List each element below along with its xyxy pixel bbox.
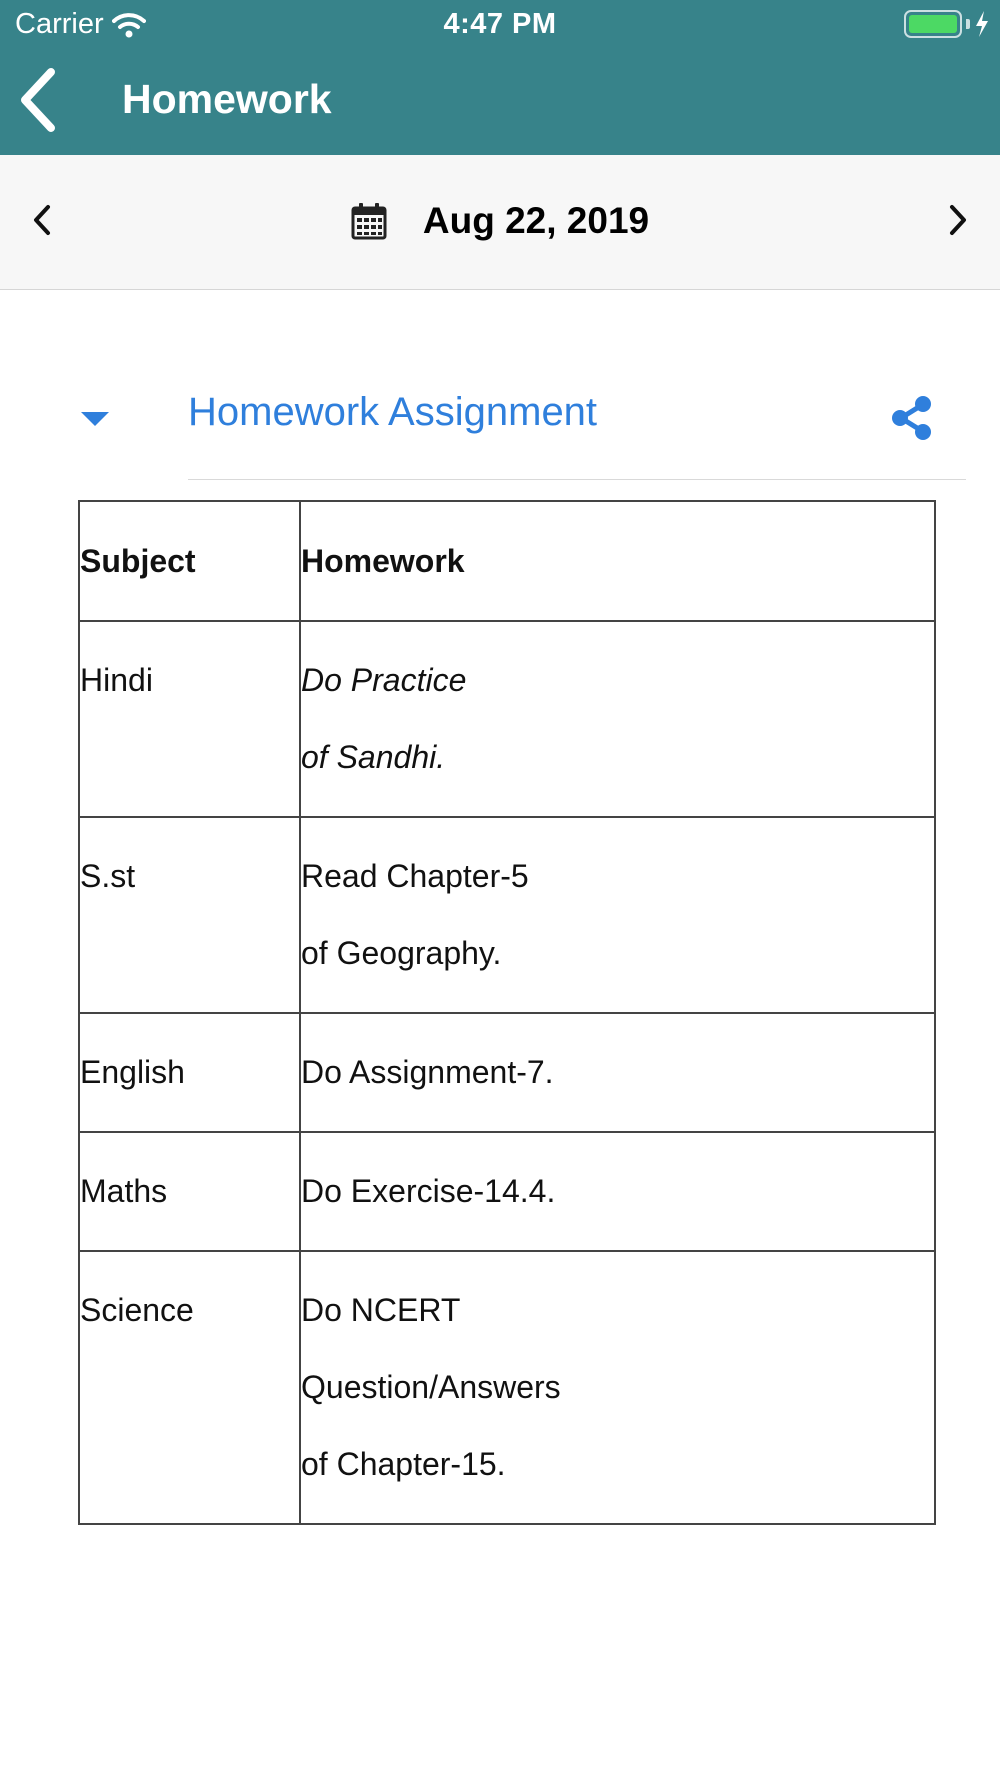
subject-cell: S.st xyxy=(79,817,300,1013)
status-time: 4:47 PM xyxy=(443,8,557,40)
homework-line: Do NCERT xyxy=(301,1292,461,1328)
selected-date: Aug 22, 2019 xyxy=(422,200,650,241)
subject-cell: Hindi xyxy=(79,621,300,817)
column-header-subject: Subject xyxy=(79,501,300,621)
carrier-label: Carrier xyxy=(15,8,104,40)
battery-fill xyxy=(909,15,957,33)
battery-icon xyxy=(904,10,962,38)
table-row xyxy=(79,817,935,1013)
homework-line: Read Chapter-5 xyxy=(301,858,529,894)
homework-cell xyxy=(300,1013,935,1132)
homework-line: of Geography. xyxy=(301,935,502,971)
charging-bolt-icon xyxy=(974,10,990,38)
battery xyxy=(904,10,990,38)
homework-cell xyxy=(300,1251,935,1524)
calendar-icon xyxy=(351,202,387,240)
homework-table xyxy=(78,500,936,1525)
homework-section-header[interactable] xyxy=(0,360,1000,480)
next-date-button[interactable] xyxy=(938,195,978,245)
homework-line: Do Exercise-14.4. xyxy=(301,1173,556,1209)
page-title: Homework xyxy=(122,76,332,122)
section-title[interactable]: Homework Assignment xyxy=(188,390,598,434)
homework-line: of Chapter-15. xyxy=(301,1446,506,1482)
table-header-row xyxy=(79,501,935,621)
caret-down-icon[interactable] xyxy=(78,404,112,434)
subject-cell: Maths xyxy=(79,1132,300,1251)
share-icon[interactable] xyxy=(888,394,936,442)
subject-cell: Science xyxy=(79,1251,300,1524)
chevron-left-icon xyxy=(19,68,59,132)
homework-line: of Sandhi. xyxy=(301,739,446,775)
homework-line: Do Practice xyxy=(301,662,467,698)
table-row xyxy=(79,621,935,817)
homework-cell xyxy=(300,817,935,1013)
table-row xyxy=(79,1013,935,1132)
nav-bar xyxy=(0,50,1000,155)
subject-cell: English xyxy=(79,1013,300,1132)
section-divider xyxy=(188,479,966,480)
battery-nub xyxy=(966,19,970,29)
table-row xyxy=(79,1251,935,1524)
date-display[interactable] xyxy=(0,200,1000,242)
homework-cell xyxy=(300,1132,935,1251)
chevron-right-icon xyxy=(947,203,969,237)
status-bar xyxy=(0,0,1000,50)
homework-line: Question/Answers xyxy=(301,1369,561,1405)
homework-cell xyxy=(300,621,935,817)
column-header-homework: Homework xyxy=(300,501,935,621)
homework-line: Do Assignment-7. xyxy=(301,1054,554,1090)
table-row xyxy=(79,1132,935,1251)
top-bar xyxy=(0,0,1000,155)
date-navigator xyxy=(0,155,1000,290)
back-button[interactable] xyxy=(14,64,64,136)
